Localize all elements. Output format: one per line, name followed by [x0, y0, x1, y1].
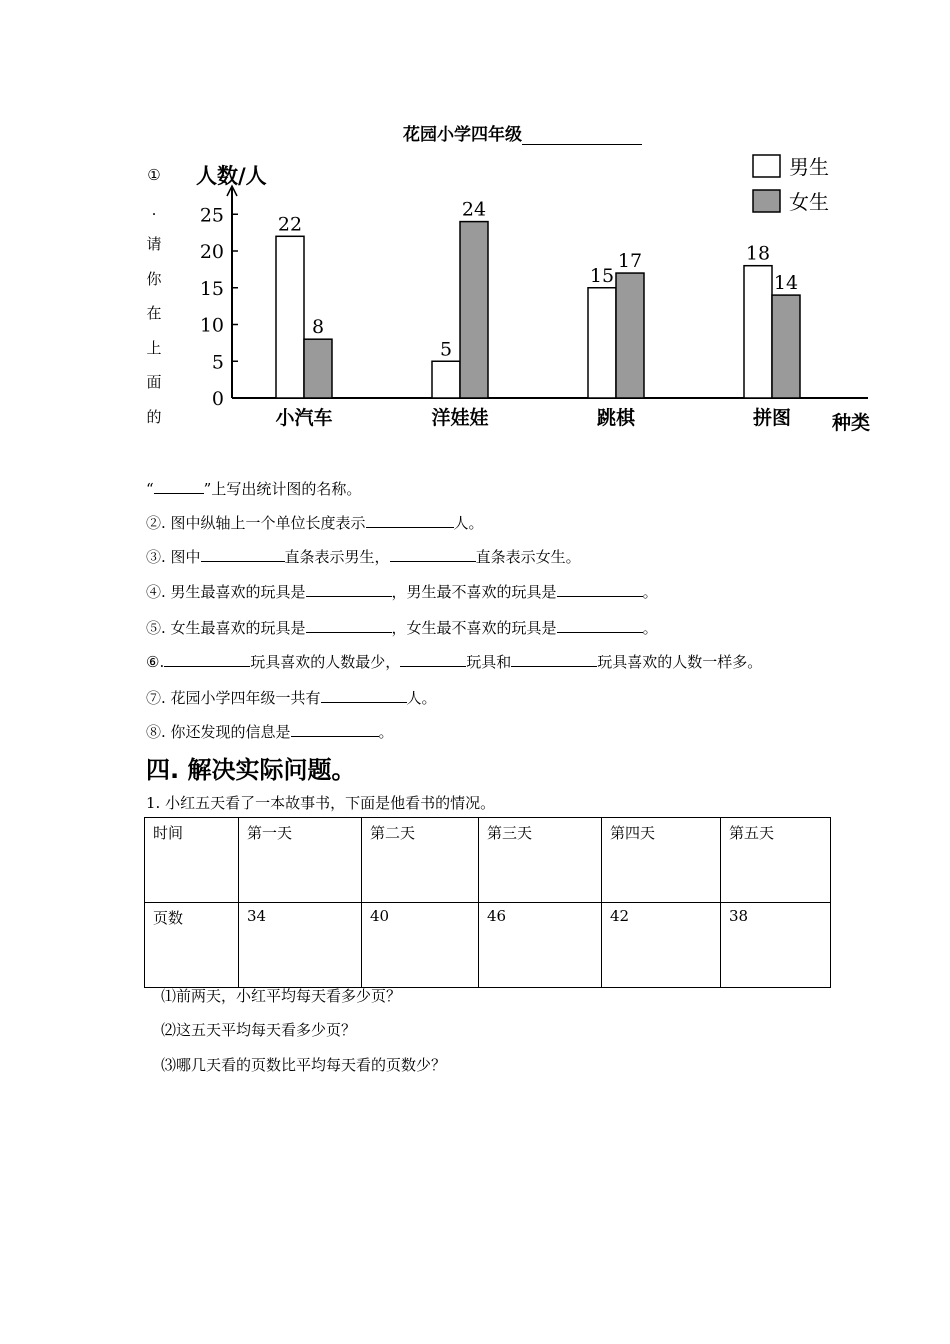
q8-prefix: ⑧. 你还发现的信息是 [146, 723, 291, 741]
reading-table [144, 817, 831, 988]
bar-value-label: 5 [439, 338, 453, 361]
bars [276, 199, 800, 398]
bar-girls-1 [460, 222, 488, 398]
bar-value-label: 8 [311, 316, 325, 339]
q3-blank-2[interactable] [390, 547, 476, 562]
q2-suffix: 人。 [453, 514, 484, 532]
y-tick-label: 15 [199, 277, 224, 300]
bar-value-label: 15 [589, 264, 615, 287]
y-axis-label: 人数/人 [196, 163, 267, 188]
q4-blank-2[interactable] [557, 582, 643, 597]
legend-label-girls: 女生 [789, 190, 829, 214]
sub-question-2: ⑵这五天平均每天看多少页？ [161, 1021, 357, 1039]
side-note-char: 在 [146, 304, 162, 322]
bar-girls-2 [616, 273, 644, 398]
table-cell: 40 [362, 903, 479, 988]
question-2 [146, 512, 484, 533]
legend [753, 155, 829, 214]
table-cell: 页数 [145, 903, 239, 988]
q4-prefix: ④. 男生最喜欢的玩具是 [146, 583, 306, 601]
y-tick-label: 25 [199, 204, 224, 227]
side-note-char: 上 [146, 338, 162, 357]
q6-suffix: 玩具喜欢的人数一样多。 [597, 653, 763, 671]
table-cell: 38 [721, 903, 831, 988]
problem-1: 1. 小红五天看了一本故事书，下面是他看书的情况。 [146, 794, 496, 812]
bar-girls-0 [304, 339, 332, 398]
question-4 [146, 581, 658, 602]
question-7 [146, 687, 437, 708]
q4-mid: ，男生最不喜欢的玩具是 [391, 583, 557, 601]
table-row [145, 903, 831, 988]
legend-label-boys: 男生 [789, 155, 829, 179]
q4-suffix: 。 [642, 583, 658, 601]
q1-blank[interactable] [154, 479, 204, 494]
q3-prefix: ③. 图中 [146, 548, 201, 566]
q6-blank-3[interactable] [511, 652, 597, 667]
question-8 [146, 721, 394, 742]
question-1 [146, 478, 361, 499]
q4-blank-1[interactable] [306, 582, 392, 597]
q5-suffix: 。 [642, 619, 658, 637]
y-tick-label: 10 [199, 314, 224, 337]
side-note-char: . [151, 200, 157, 219]
sub-question-1: ⑴前两天，小红平均每天看多少页？ [161, 987, 402, 1005]
table-cell: 第四天 [602, 818, 721, 903]
q2-blank[interactable] [366, 513, 454, 528]
side-note-char: 的 [146, 407, 162, 426]
q7-suffix: 人。 [406, 689, 437, 707]
side-note-char: 面 [146, 373, 162, 391]
q6-prefix: ⑥. [146, 653, 165, 671]
table-cell: 46 [479, 903, 602, 988]
table-cell: 时间 [145, 818, 239, 903]
section-title: 四. 解决实际问题。 [146, 756, 356, 784]
table-cell: 34 [239, 903, 362, 988]
x-tick-label: 洋娃娃 [431, 407, 489, 429]
q5-blank-1[interactable] [306, 618, 392, 633]
chart-title-text: 花园小学四年级 [403, 125, 522, 145]
y-tick-label: 5 [211, 351, 224, 374]
question-6 [146, 651, 762, 672]
side-note-char: ① [147, 166, 161, 184]
bar-boys-3 [744, 266, 772, 398]
bar-girls-3 [772, 295, 800, 398]
q6-mid1: 玩具喜欢的人数最少， [250, 653, 401, 671]
q1-text: ”上写出统计图的名称。 [203, 480, 362, 498]
x-axis-label: 种类 [832, 412, 871, 434]
table-row [145, 818, 831, 903]
bar-value-label: 14 [773, 272, 799, 295]
q8-suffix: 。 [378, 723, 394, 741]
x-tick-label: 跳棋 [596, 407, 636, 429]
q3-mid: 直条表示男生， [284, 548, 390, 566]
side-note-char: 请 [146, 235, 162, 253]
question-3 [146, 546, 581, 567]
bar-chart [0, 0, 950, 460]
x-tick-label: 拼图 [752, 407, 792, 429]
legend-swatch-girls [753, 190, 780, 212]
q7-prefix: ⑦. 花园小学四年级一共有 [146, 689, 321, 707]
bar-value-label: 18 [745, 242, 771, 265]
bar-value-label: 22 [277, 213, 303, 236]
y-tick-label: 0 [211, 388, 224, 410]
q3-suffix: 直条表示女生。 [475, 548, 581, 566]
q5-prefix: ⑤. 女生最喜欢的玩具是 [146, 619, 306, 637]
q1-open-quote: “ [146, 480, 154, 498]
side-note-char: 你 [146, 269, 162, 288]
bar-boys-0 [276, 236, 304, 398]
q6-mid2: 玩具和 [466, 653, 512, 671]
q5-blank-2[interactable] [557, 618, 643, 633]
table-cell: 第一天 [239, 818, 362, 903]
y-tick-label: 20 [199, 241, 224, 263]
bar-boys-1 [432, 361, 460, 398]
table-cell: 第三天 [479, 818, 602, 903]
table-cell: 第二天 [362, 818, 479, 903]
sub-question-3: ⑶哪几天看的页数比平均每天看的页数少？ [161, 1056, 447, 1074]
bar-value-label: 24 [461, 198, 487, 221]
q6-blank-1[interactable] [164, 652, 250, 667]
q6-blank-2[interactable] [400, 652, 466, 667]
table-cell: 42 [602, 903, 721, 988]
x-tick-label: 小汽车 [275, 407, 333, 429]
q8-blank[interactable] [291, 722, 379, 737]
q7-blank[interactable] [321, 688, 407, 703]
q3-blank-1[interactable] [201, 547, 285, 562]
x-tick-labels [275, 406, 791, 429]
q5-mid: ，女生最不喜欢的玩具是 [391, 619, 557, 637]
bar-boys-2 [588, 288, 616, 398]
bar-value-label: 17 [617, 250, 643, 273]
legend-swatch-boys [753, 155, 780, 177]
q2-prefix: ②. 图中纵轴上一个单位长度表示 [146, 514, 366, 532]
question-5 [146, 617, 658, 638]
table-cell: 第五天 [721, 818, 831, 903]
